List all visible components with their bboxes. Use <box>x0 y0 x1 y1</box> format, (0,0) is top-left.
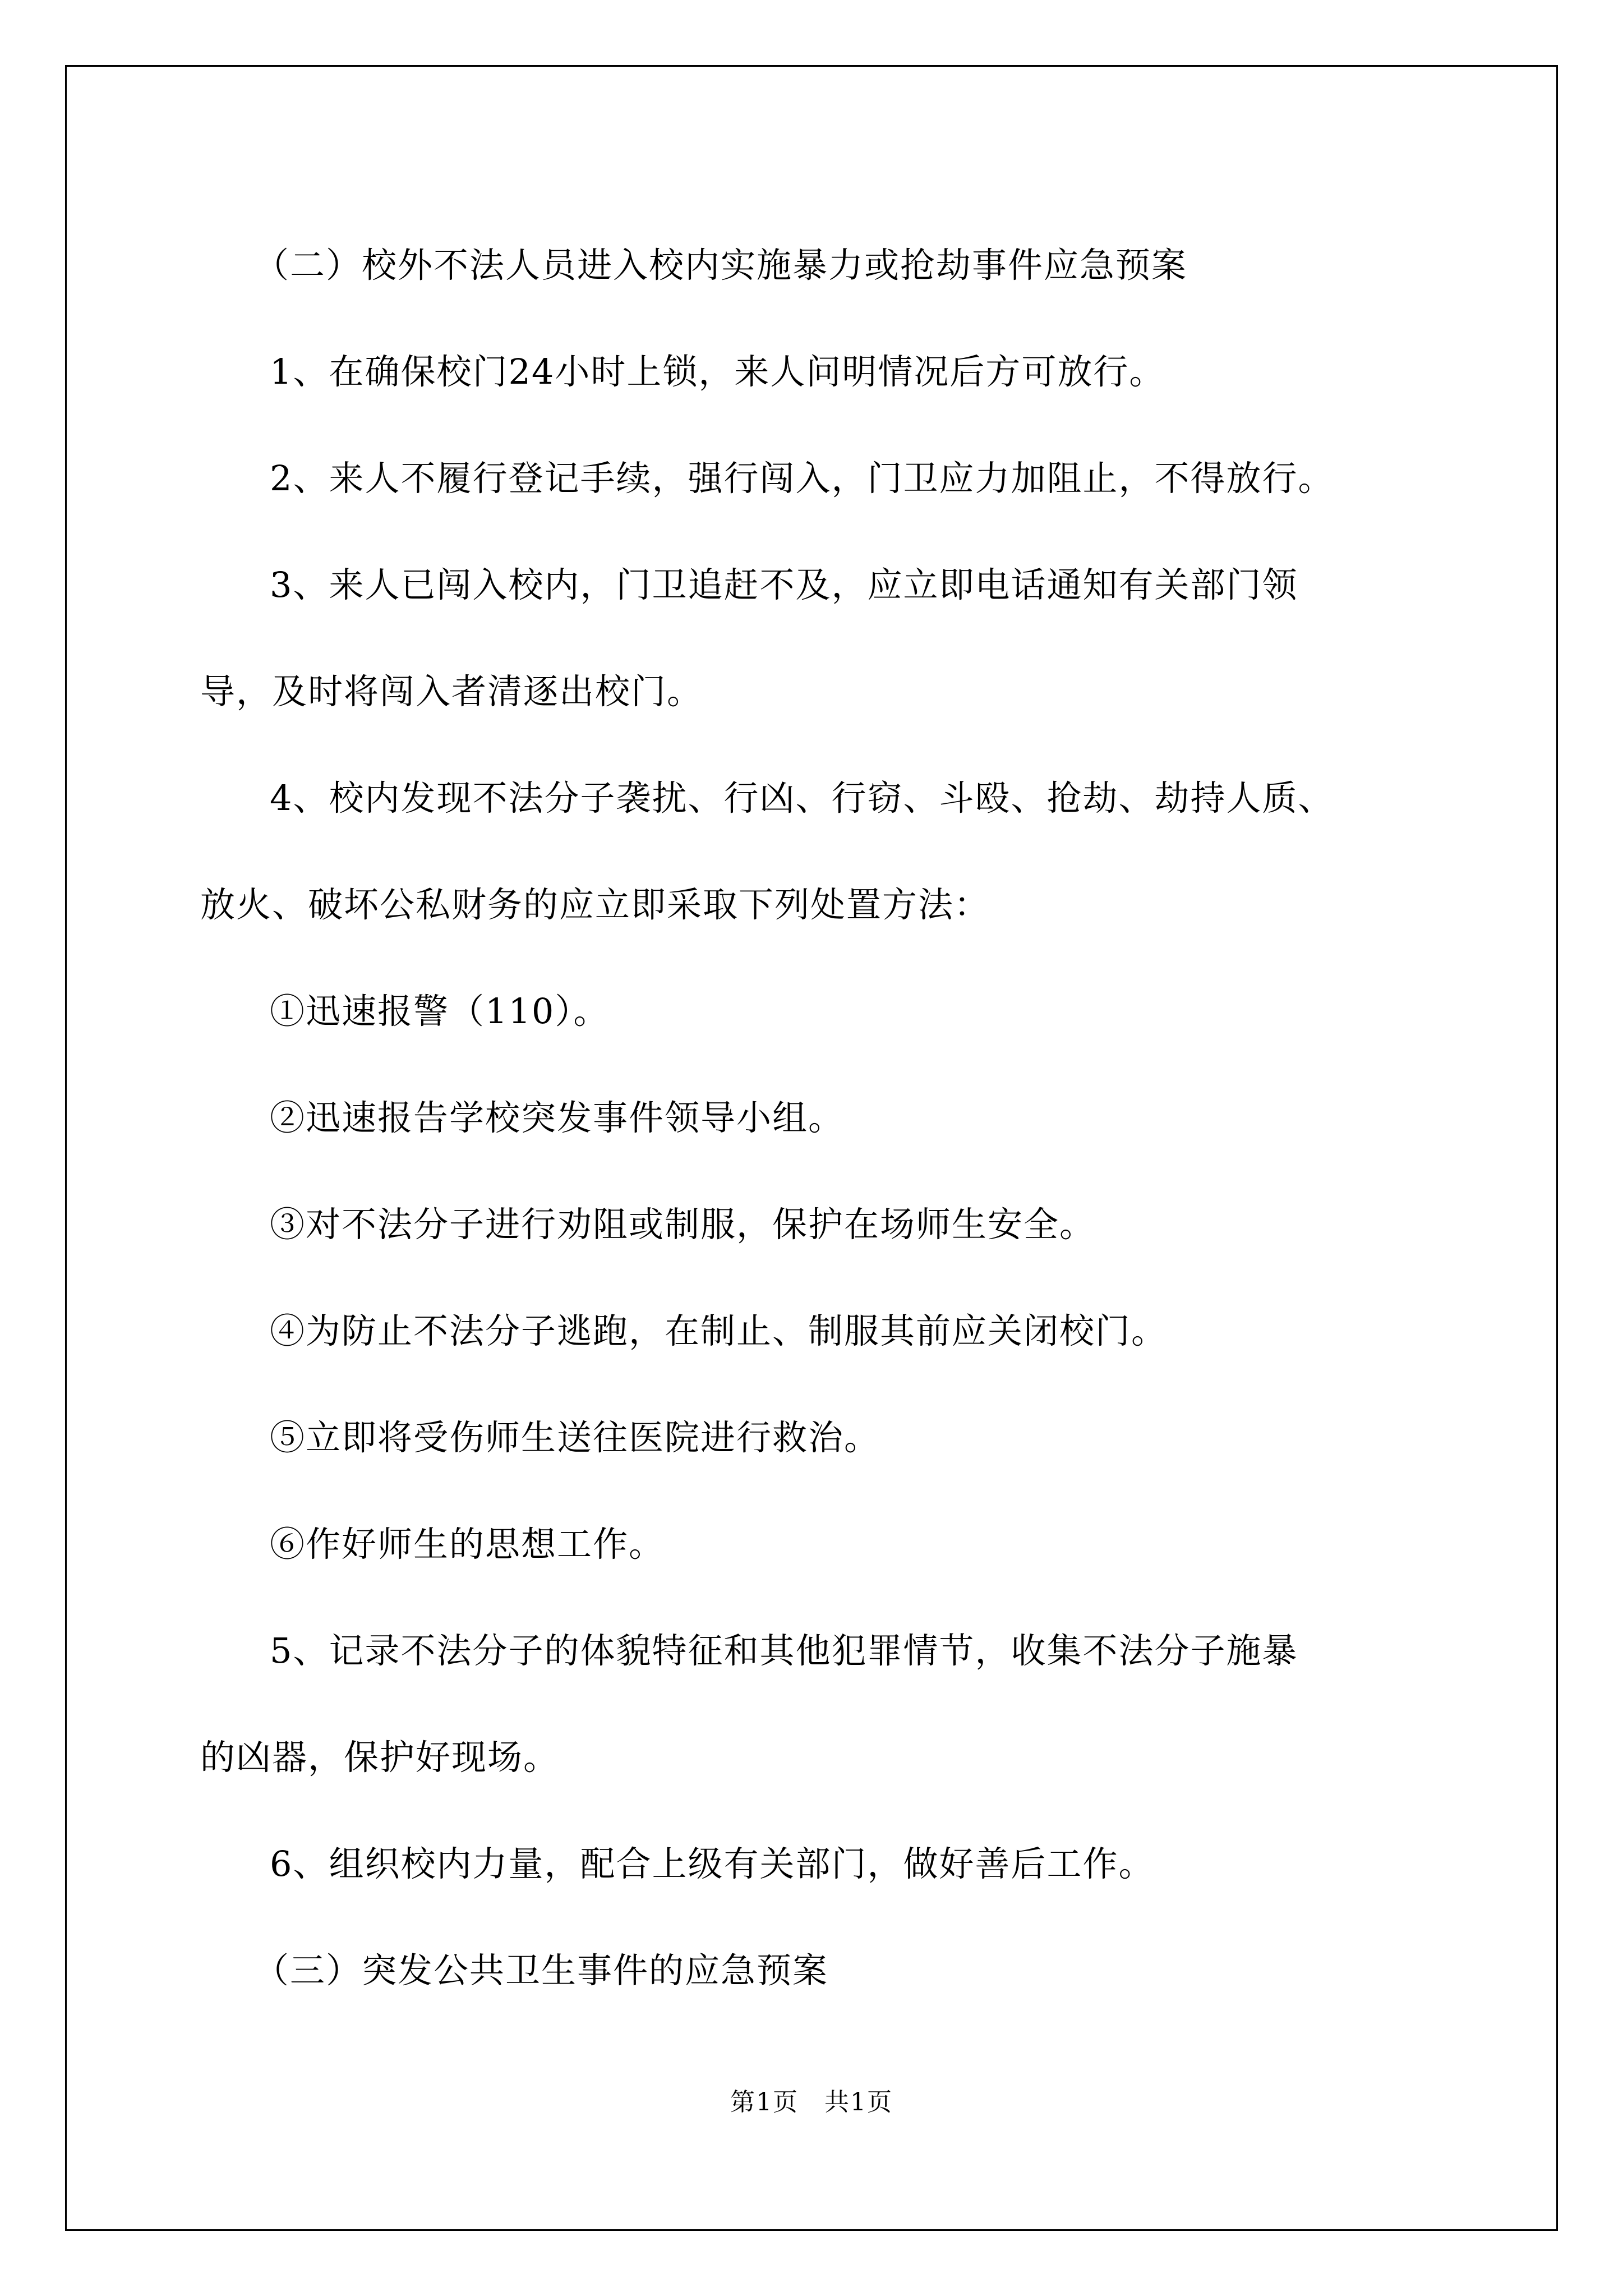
paragraph-item-5: 5、记录不法分子的体貌特征和其他犯罪情节，收集不法分子施暴 <box>270 1630 1298 1671</box>
paragraph-item-1: 1、在确保校门24小时上锁，来人问明情况后方可放行。 <box>270 351 1165 392</box>
sub-item-1: ①迅速报警（110）。 <box>270 991 610 1032</box>
paragraph-item-4: 4、校内发现不法分子袭扰、行凶、行窃、斗殴、抢劫、劫持人质、 <box>270 777 1334 818</box>
paragraph-item-3-cont: 导，及时将闯入者清逐出校门。 <box>200 671 703 712</box>
section-heading-2: （二）校外不法人员进入校内实施暴力或抢劫事件应急预案 <box>254 245 1188 286</box>
sub-item-6: ⑥作好师生的思想工作。 <box>270 1524 665 1565</box>
sub-item-5: ⑤立即将受伤师生送往医院进行救治。 <box>270 1417 880 1458</box>
document-body <box>200 212 1430 2024</box>
sub-item-3: ③对不法分子进行劝阻或制服，保护在场师生安全。 <box>270 1204 1096 1245</box>
paragraph-item-3: 3、来人已闯入校内，门卫追赶不及，应立即电话通知有关部门领 <box>270 564 1298 605</box>
paragraph-item-2: 2、来人不履行登记手续，强行闯入，门卫应力加阻止，不得放行。 <box>270 458 1334 499</box>
paragraph-item-5-cont: 的凶器，保护好现场。 <box>200 1737 560 1778</box>
sub-item-4: ④为防止不法分子逃跑，在制止、制服其前应关闭校门。 <box>270 1310 1168 1351</box>
page-footer: 第1页 共1页 <box>730 2088 893 2116</box>
sub-item-2: ②迅速报告学校突发事件领导小组。 <box>270 1097 845 1138</box>
paragraph-item-6: 6、组织校内力量，配合上级有关部门，做好善后工作。 <box>270 1843 1155 1884</box>
paragraph-item-4-cont: 放火、破坏公私财务的应立即采取下列处置方法： <box>200 884 990 925</box>
section-heading-3: （三）突发公共卫生事件的应急预案 <box>254 1950 829 1991</box>
